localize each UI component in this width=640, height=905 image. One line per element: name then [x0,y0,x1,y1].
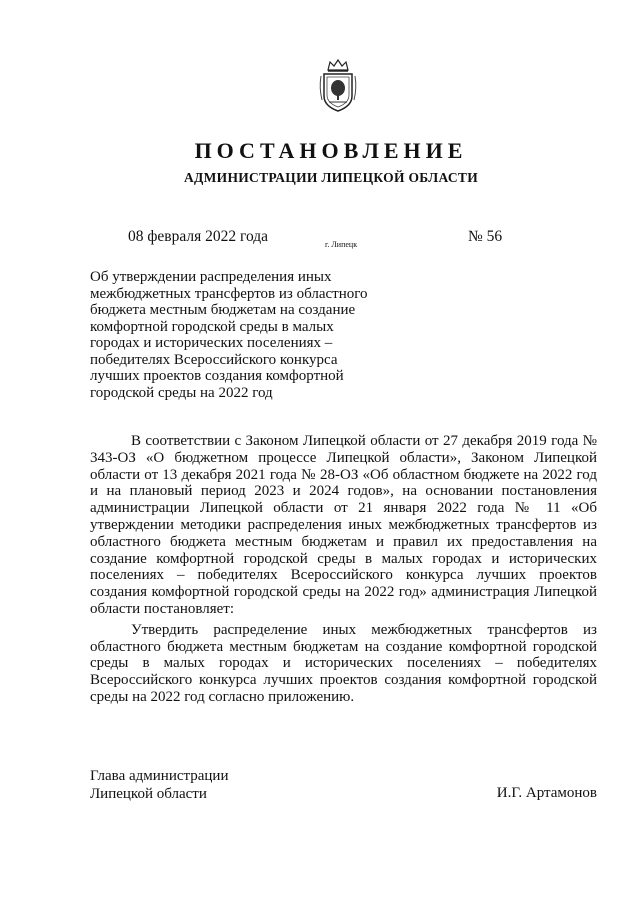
coat-of-arms-icon [318,58,358,114]
document-number: № 56 [468,228,503,245]
issuing-authority: АДМИНИСТРАЦИИ ЛИПЕЦКОЙ ОБЛАСТИ [183,170,479,185]
subject-line: победителях Всероссийского конкурса [90,351,338,368]
subject-line: городской среды на 2022 год [90,384,273,401]
subject-line: лучших проектов создания комфортной [90,368,344,384]
document-city: г. Липецк [325,240,358,249]
signatory-position [90,768,228,803]
signatory-name: И.Г. Артамонов [496,785,597,801]
document-title: ПОСТАНОВЛЕНИЕ [194,138,468,163]
subject-line: городах и исторических поселениях – [90,335,333,351]
subject-line: Об утверждении распределения иных [90,269,332,285]
document-subject [90,269,380,401]
subject-line: бюджета местным бюджетам на создание [90,302,356,318]
signatory-position-line: Липецкой области [90,785,207,802]
body-paragraph-preamble: В соответствии с Законом Липецкой области от 27 декабря 2019 года № 343-ОЗ «О бюджетном процессе Липецкой области», Законом Липецкой области от 13 декабря 2021 года № 28-ОЗ «Об областном бюджете на 2022 год и на плановый период 2023 и 2024 годов», на основании постановления администрации Липецкой области от 21 января 2022 года № 11 «Об утверждении методики распределения иных межбюджетных трансфертов из областного бюджета местным бюджетам и правил их предоставления на создание комфортной городской среды в малых городах и исторических поселениях – победителях Всероссийского конкурса лучших проектов создания комфортной городской среды на 2022 год» администрация Липецкой области постановляет: [90,433,597,617]
document-date: 08 февраля 2022 года [128,228,269,245]
signatory-position-line: Глава администрации [90,768,229,784]
document-body [90,433,597,706]
subject-line: межбюджетных трансфертов из областного [90,285,368,302]
subject-line: комфортной городской среды в малых [90,318,334,335]
body-paragraph-resolution: Утвердить распределение иных межбюджетных трансфертов из областного бюджета местным бюджетам на создание комфортной городской среды в малых городах и исторических поселениях – победителях Всероссийского конкурса лучших проектов создания комфортной городской среды на 2022 год согласно приложению. [90,621,597,705]
